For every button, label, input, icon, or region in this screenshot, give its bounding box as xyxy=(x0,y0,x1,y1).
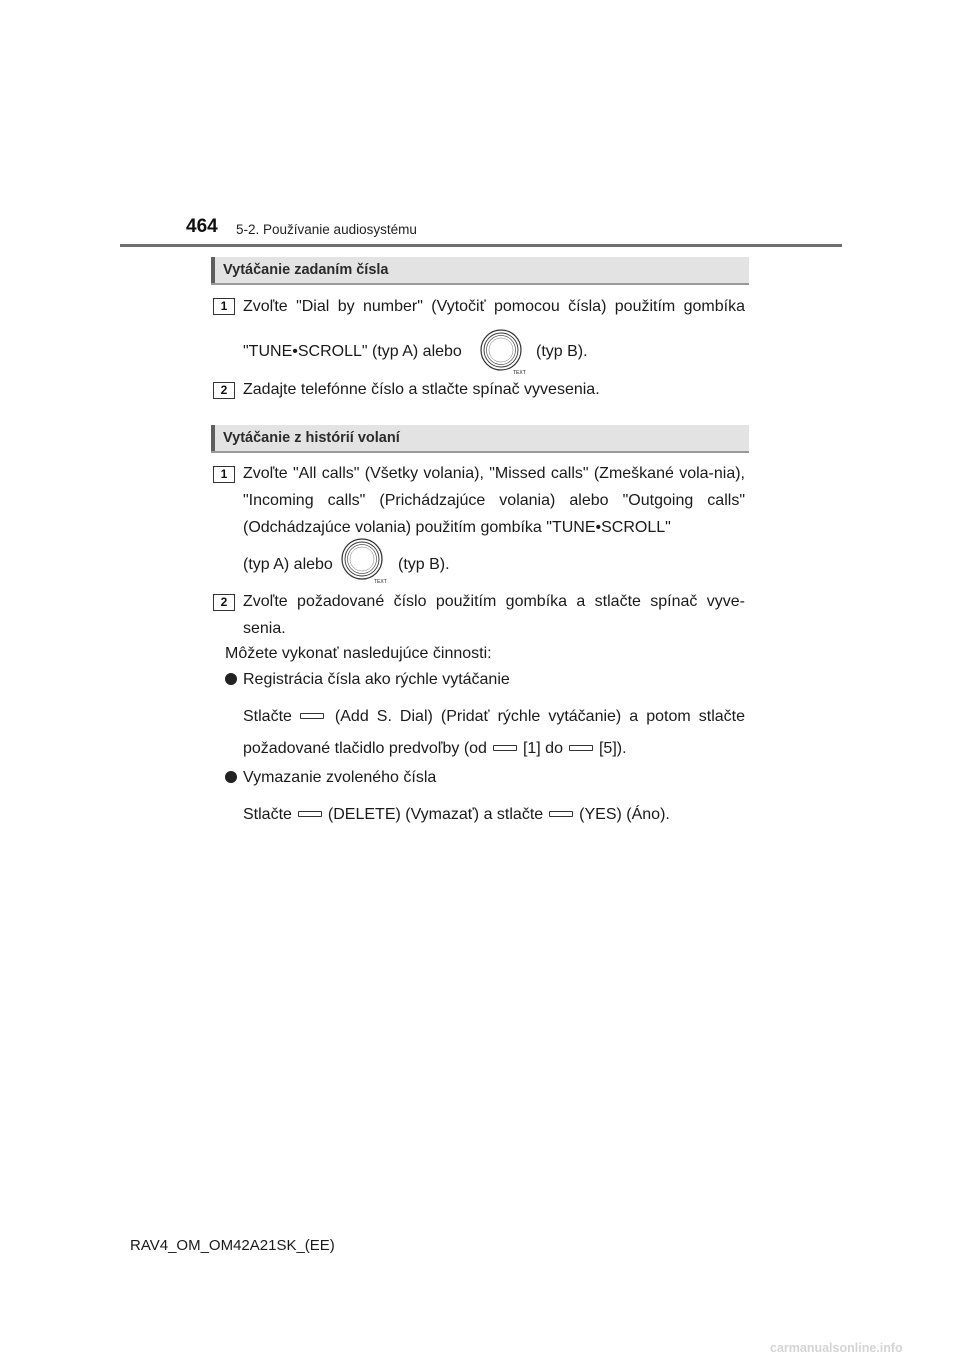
chapter-title: 5-2. Používanie audiosystému xyxy=(236,222,417,237)
instruction-text: (DELETE) (Vymazať) a stlačte xyxy=(327,806,544,823)
knob-text-label: TEXT xyxy=(513,370,526,376)
step-text: (typ B). xyxy=(536,343,588,360)
section-title: Vytáčanie zadaním čísla xyxy=(223,262,389,278)
instruction-text: (Add S. Dial) (Pridať rýchle vytáčanie) a potom stlačte xyxy=(334,708,745,725)
instruction-text: požadované tlačidlo predvoľby (od xyxy=(243,740,487,757)
bullet-title: Registrácia čísla ako rýchle vytáčanie xyxy=(243,671,510,688)
instruction-line xyxy=(243,735,627,762)
tune-knob-icon xyxy=(340,537,390,587)
screen-button-icon xyxy=(549,811,573,817)
screen-button-icon xyxy=(298,811,322,817)
step-number-badge: 1 xyxy=(213,298,235,315)
instruction-text: (YES) (Áno). xyxy=(579,806,670,823)
note-text: Môžete vykonať nasledujúce činnosti: xyxy=(225,645,492,662)
step-number-badge: 2 xyxy=(213,382,235,399)
instruction-text: Stlačte xyxy=(243,708,292,725)
step-text: Zvoľte "Dial by number" (Vytočiť pomocou čísla) použitím gombíka xyxy=(243,298,745,315)
bullet-icon xyxy=(225,673,237,685)
screen-button-icon xyxy=(493,745,517,751)
screen-button-icon xyxy=(300,713,324,719)
instruction-line xyxy=(243,703,745,730)
step-text: Zadajte telefónne číslo a stlačte spínač vyvesenia. xyxy=(243,381,600,398)
watermark: carmanualsonline.info xyxy=(770,1341,903,1355)
step-number-badge: 1 xyxy=(213,466,235,483)
step-text: Zvoľte požadované číslo použitím gombíka a stlačte spínač vyve-senia. xyxy=(243,593,745,637)
instruction-text: Stlačte xyxy=(243,806,292,823)
step-text: Zvoľte "All calls" (Všetky volania), "Missed calls" (Zmeškané vola-nia), "Incoming calls" (Prichádzajúce volania) alebo "Outgoing calls" (Odchádzajúce volania) použitím gombíka "TUNE•SCROLL" xyxy=(243,465,745,536)
step-number-badge: 2 xyxy=(213,594,235,611)
screen-button-icon xyxy=(569,745,593,751)
knob-text-label: TEXT xyxy=(374,579,387,585)
tune-knob-icon xyxy=(479,328,529,378)
step-text: (typ B). xyxy=(398,556,450,573)
section-heading-dial-by-number xyxy=(211,257,749,285)
instruction-text: [1] do xyxy=(522,740,563,757)
instruction-line xyxy=(243,801,670,828)
bullet-title: Vymazanie zvoleného čísla xyxy=(243,769,437,786)
document-code: RAV4_OM_OM42A21SK_(EE) xyxy=(130,1237,335,1254)
bullet-icon xyxy=(225,771,237,783)
section-title: Vytáčanie z histórií volaní xyxy=(223,430,400,446)
page-number: 464 xyxy=(186,216,218,237)
step-text: (typ A) alebo xyxy=(243,556,333,573)
header-divider xyxy=(120,244,842,247)
step-text: "TUNE•SCROLL" (typ A) alebo xyxy=(243,343,462,360)
instruction-text: [5]). xyxy=(598,740,627,757)
section-heading-call-history xyxy=(211,425,749,453)
